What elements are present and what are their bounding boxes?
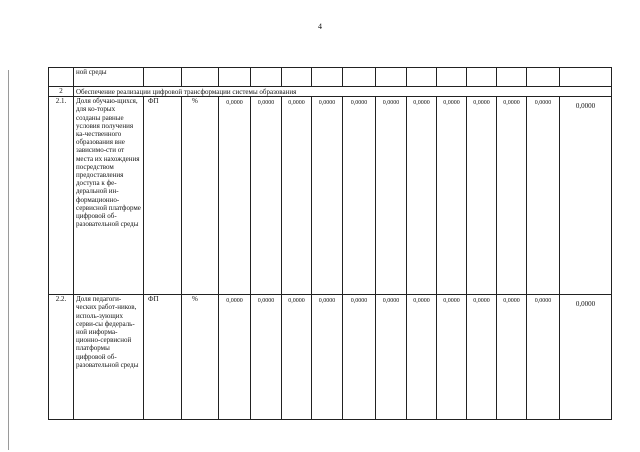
- row-number-cell: [49, 68, 74, 87]
- value-cell: 0,0000: [437, 295, 467, 420]
- value-cell: 0,0000: [407, 97, 437, 295]
- value-cell: 0,0000: [219, 97, 251, 295]
- scan-edge-line: [8, 70, 9, 450]
- value-cell: 0,0000: [343, 97, 376, 295]
- table-row-continuation: [49, 68, 612, 87]
- value-cell: 0,0000: [407, 295, 437, 420]
- section-number-cell: 2: [49, 87, 74, 97]
- value-cell: 0,0000: [527, 295, 560, 420]
- value-cell: 0,0000: [282, 97, 312, 295]
- page-number: 4: [318, 22, 322, 31]
- value-cell: 0,0000: [527, 97, 560, 295]
- section-row: [49, 87, 612, 97]
- value-cell: 0,0000: [251, 97, 282, 295]
- indicator-table: [48, 67, 612, 420]
- value-cell: 0,0000: [560, 295, 612, 420]
- value-cell: 0,0000: [343, 295, 376, 420]
- indicator-name-cell: Доля педагоги-ческих работ-ников, исполь-зующих серви-сы федераль-ной информа-ционно-сервисной платформы цифровой об-разовательной среды: [74, 295, 144, 420]
- unit-cell: %: [182, 295, 219, 420]
- value-cell: 0,0000: [467, 295, 497, 420]
- value-cell: 0,0000: [497, 295, 527, 420]
- value-cell: 0,0000: [312, 295, 343, 420]
- row-number-cell: 2.2.: [49, 295, 74, 420]
- value-cell: 0,0000: [376, 97, 407, 295]
- value-cell: 0,0000: [467, 97, 497, 295]
- value-cell: 0,0000: [560, 97, 612, 295]
- indicator-name-cell: Доля обучаю-щихся, для ко-торых созданы равные условия получения ка-чественного образования вне зависимо-сти от места их нахождения посредством предоставления доступа к фе-деральной ин-формационно-сервисной платформе цифровой об-разовательной среды: [74, 97, 144, 295]
- section-title-cell: Обеспечение реализации цифровой трансформации системы образования: [74, 87, 612, 97]
- row-number-cell: 2.1.: [49, 97, 74, 295]
- source-cell: ФП: [144, 295, 182, 420]
- unit-cell: %: [182, 97, 219, 295]
- value-cell: 0,0000: [376, 295, 407, 420]
- value-cell: 0,0000: [497, 97, 527, 295]
- value-cell: 0,0000: [312, 97, 343, 295]
- source-cell: ФП: [144, 97, 182, 295]
- value-cell: 0,0000: [219, 295, 251, 420]
- indicator-name-cell: ной среды: [74, 68, 144, 87]
- table-row: [49, 295, 612, 420]
- table-row: [49, 97, 612, 295]
- value-cell: 0,0000: [251, 295, 282, 420]
- value-cell: 0,0000: [282, 295, 312, 420]
- value-cell: 0,0000: [437, 97, 467, 295]
